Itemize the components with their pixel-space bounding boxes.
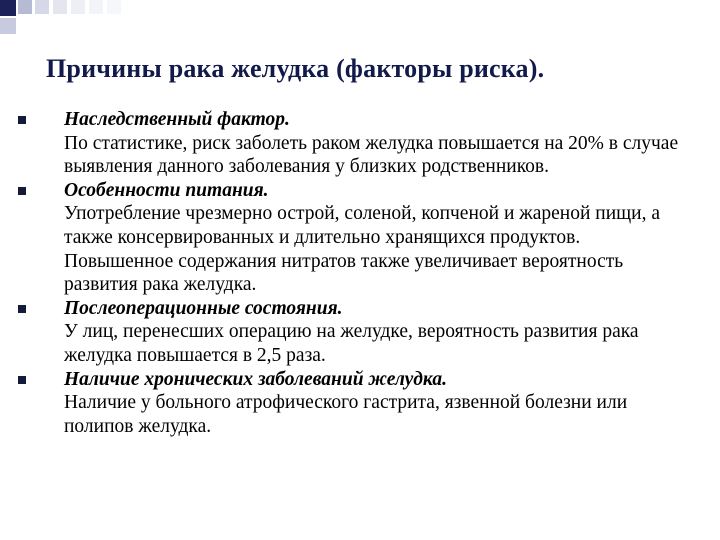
slide-title: Причины рака желудка (факторы риска). [46,54,545,83]
decor-square-light [89,0,103,14]
decor-square-light [107,0,121,14]
decor-square-light [35,0,49,14]
list-item-heading: Особенности питания. [64,179,269,201]
decor-square-light [53,0,67,14]
list-item-text: По статистике, риск заболеть раком желудка повышается на 20% в случае выявления данного заболевания у близких родственников. [64,132,679,178]
decor-square-dark [0,0,16,16]
list-item-heading: Наличие хронических заболеваний желудка. [64,368,447,390]
risk-factor-list [0,108,720,438]
list-item-text: У лиц, перенесших операцию на желудке, вероятность развития рака желудка повышается в 2,5 раза. [64,321,639,366]
decor-square-light [0,18,16,34]
square-bullet-icon [18,305,26,313]
list-item-text: Наличие у больного атрофического гастрита, язвенной болезни или полипов желудка. [64,392,628,437]
decor-square-light [18,0,32,14]
list-item-heading: Послеоперационные состояния. [64,297,343,319]
list-item [0,368,720,439]
list-item [0,108,720,179]
square-bullet-icon [18,187,26,195]
decorative-squares [0,0,720,60]
list-item [0,297,720,368]
list-item-text: Употребление чрезмерно острой, соленой, копченой и жареной пищи, а также консервированных и длительно хранящихся продуктов. Повышенное содержания нитратов также увеличивает вероятность развития рака желудка. [64,203,661,296]
list-item-heading: Наследственный фактор. [64,109,290,130]
decor-square-light [71,0,85,14]
square-bullet-icon [18,116,26,124]
list-item [0,179,720,297]
square-bullet-icon [18,376,26,384]
